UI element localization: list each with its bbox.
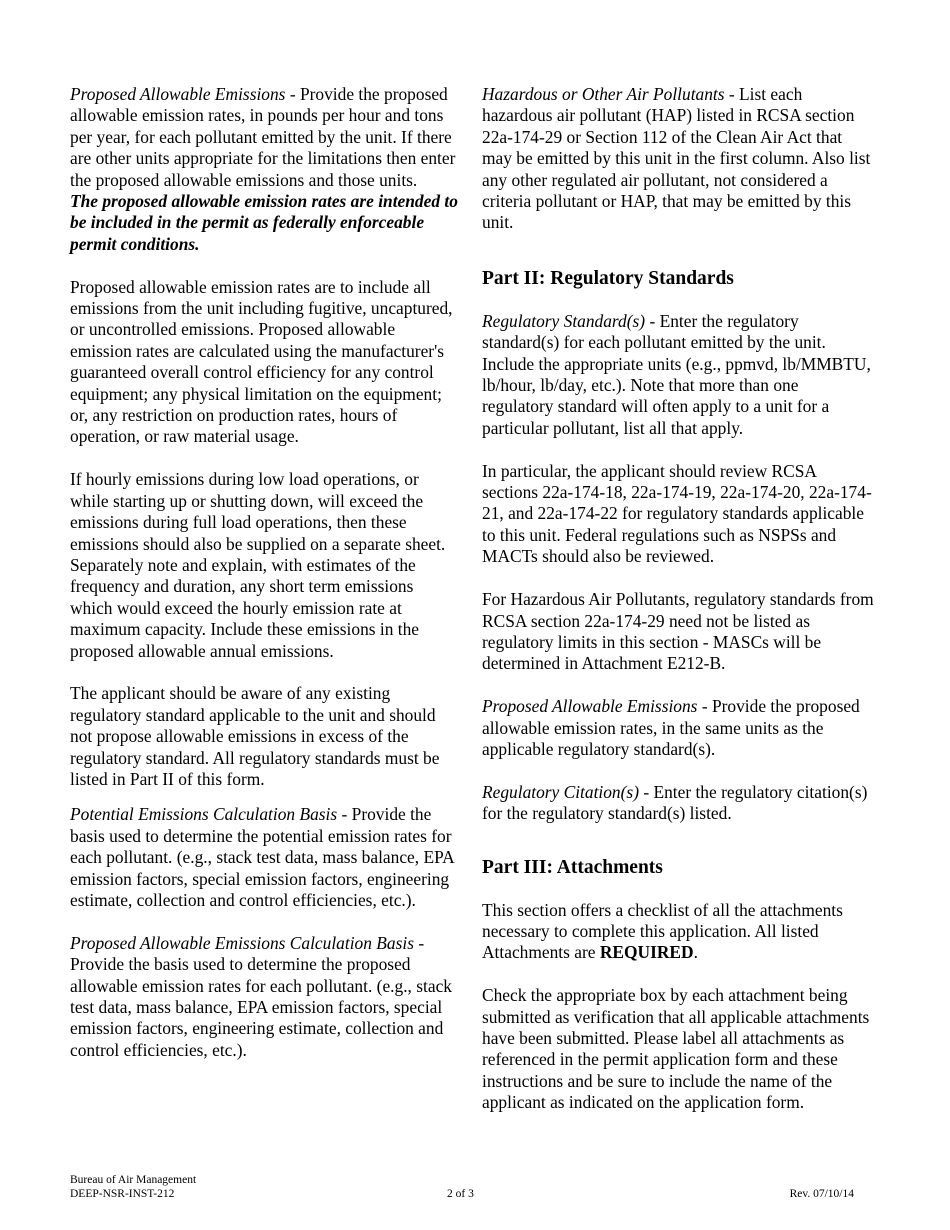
left-column — [70, 84, 460, 1083]
part-ii-heading: Part II: Regulatory Standards — [482, 267, 734, 289]
term-label: Hazardous or Other Air Pollutants — [482, 84, 725, 104]
part-iii-heading: Part III: Attachments — [482, 856, 663, 878]
body-paragraph: If hourly emissions during low load operations, or while starting up or shutting down, will exceed the emissions during full load operations, then these emissions should also be supplied on a separate sheet. Separately note and explain, with estimates of the frequency and duration, any short term emissions which would exceed the hourly emission rate at maximum capacity. Include these emissions in the proposed allowable annual emissions. — [70, 469, 446, 661]
proposed-allowable-emissions-para: Proposed Allowable Emissions - Provide the proposed allowable emission rates, in pounds per hour and tons per year, for each pollutant emitted by the unit. If there are other units appropriate for the limitations then enter the proposed allowable emissions and those units. — [70, 84, 456, 190]
attachments-intro-para: This section offers a checklist of all the attachments necessary to complete this application. All listed Attachments are REQUIRED. — [482, 899, 843, 963]
body-paragraph: Check the appropriate box by each attachment being submitted as verification that all applicable attachments have been submitted. Please label all attachments as referenced in the permit application form and these instructions and be sure to include the name of the applicant as indicated on the application form. — [482, 985, 870, 1113]
footer-left — [70, 1173, 196, 1201]
regulatory-standards-para: Regulatory Standard(s) - Enter the regulatory standard(s) for each pollutant emitted by the unit. Include the appropriate units (e.g., ppmvd, lb/MMBTU, lb/hour, lb/day, etc.). Note that more than one regulatory standard will often apply to a unit for a particular pollutant, list all that apply. — [482, 310, 871, 438]
regulatory-citation-para: Regulatory Citation(s) - Enter the regulatory citation(s) for the regulatory standard(s) listed. — [482, 781, 868, 824]
term-label: Regulatory Standard(s) — [482, 310, 646, 331]
body-paragraph: For Hazardous Air Pollutants, regulatory standards from RCSA section 22a-174-29 need not be listed as regulatory limits in this section - MASCs will be determined in Attachment E212-B. — [482, 589, 874, 674]
term-label: Regulatory Citation(s) — [482, 781, 639, 802]
footer-doc-id: DEEP-NSR-INST-212 — [70, 1188, 175, 1200]
term-label: Proposed Allowable Emissions — [70, 84, 286, 104]
body-paragraph: The applicant should be aware of any existing regulatory standard applicable to the unit and should not propose allowable emissions in excess of the regulatory standard. All regulatory standards must be listed in Part II of this form. — [70, 683, 440, 789]
footer-revision: Rev. 07/10/14 — [789, 1188, 854, 1200]
potential-emissions-basis-para: Potential Emissions Calculation Basis - Provide the basis used to determine the potential emission rates for each pollutant. (e.g., stack test data, mass balance, EPA emission factors, special emission factors, engineering estimate, collection and control efficiencies, etc.). — [70, 804, 454, 910]
allowable-emissions-basis-para: Proposed Allowable Emissions Calculation Basis - Provide the basis used to determine the proposed allowable emission rates for each pollutant. (e.g., stack test data, mass balance, EPA emission factors, special emission factors, engineering estimate, collection and control efficiencies, etc.). — [70, 932, 452, 1060]
body-paragraph: In particular, the applicant should review RCSA sections 22a-174-18, 22a-174-19, 22a-174-20, 22a-174-21, and 22a-174-22 for regulatory standards applicable to this unit. Federal regulations such as NSPSs and MACTs should also be reviewed. — [482, 460, 872, 567]
right-column — [482, 84, 874, 1135]
body-paragraph: Proposed allowable emission rates are to include all emissions from the unit including fugitive, uncaptured, or uncontrolled emissions. Proposed allowable emission rates are calculated using the manufacturer's guaranteed overall control efficiency for any control equipment; any physical limitation on the equipment; or, any restriction on production rates, hours of operation, or raw material usage. — [70, 276, 453, 447]
footer-page-number: 2 of 3 — [447, 1188, 474, 1200]
term-label: Proposed Allowable Emissions — [482, 696, 698, 717]
proposed-allowable-emissions-para: Proposed Allowable Emissions - Provide the proposed allowable emission rates, in the same units as the applicable regulatory standard(s). — [482, 696, 860, 759]
term-label: Proposed Allowable Emissions Calculation Basis — [70, 932, 414, 953]
term-label: Potential Emissions Calculation Basis — [70, 804, 338, 825]
hazardous-pollutants-para: Hazardous or Other Air Pollutants - List each hazardous air pollutant (HAP) listed in RCSA section 22a-174-29 or Section 112 of the Clean Air Act that may be emitted by this unit in the first column. Also list any other regulated air pollutant, not considered a criteria pollutant or HAP, that may be emitted by this unit. — [482, 84, 871, 233]
footer-org: Bureau of Air Management — [70, 1174, 197, 1186]
federally-enforceable-note: The proposed allowable emission rates are intended to be included in the permit as federally enforceable permit conditions. — [70, 191, 458, 254]
required-emphasis: REQUIRED — [599, 942, 694, 963]
